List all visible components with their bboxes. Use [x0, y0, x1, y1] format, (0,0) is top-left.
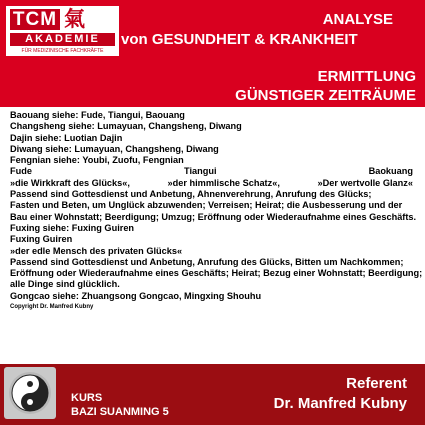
title-analyse: ANALYSE [322, 11, 393, 28]
tcm-akademie-logo [6, 6, 119, 56]
text-line: Baouang siehe: Fude, Tiangui, Baouang [10, 110, 185, 120]
header-banner [0, 0, 425, 107]
text-line: »der edle Mensch des privaten Glücks« [10, 245, 183, 256]
main-text-block [10, 110, 423, 312]
logo-akademie-text: AKADEMIE [10, 33, 115, 46]
term-tiangui: Tiangui [184, 166, 217, 177]
logo-subtitle: FÜR MEDIZINISCHE FACHKRÄFTE [21, 48, 104, 54]
text-line: Fuxing siehe: Fuxing Guiren [10, 222, 135, 233]
footer-banner [0, 364, 425, 425]
text-line: Diwang siehe: Lumayuan, Changsheng, Diwang [10, 143, 219, 154]
text-line: Dajin siehe: Luotian Dajin [10, 132, 123, 143]
text-line: Fengnian siehe: Youbi, Zuofu, Fengnian [10, 155, 184, 166]
referent-label: Referent [346, 375, 407, 392]
term-baokuang: Baokuang [368, 166, 413, 177]
meaning-fude: »die Wirkkraft des Glücks«, [10, 177, 130, 188]
text-line: alle Dinge sind glücklich. [10, 279, 120, 290]
yin-yang-symbol [4, 367, 56, 419]
meaning-tiangui: »der himmlische Schatz«, [167, 177, 280, 188]
text-line: Eröffnung oder Wiederaufnahme eines Geschäfts; Heirat; Bezug einer Wohnstatt; Beerdigung; [10, 268, 423, 279]
meanings-row [10, 178, 413, 189]
yin-yang-icon [4, 367, 56, 419]
text-line: Passend sind Gottesdienst und Anbetung, Ahnenverehrung, Anrufung des Glücks; [10, 189, 372, 200]
text-line: Passend sind Gottesdienst und Anbetung, Anrufung des Glücks, Bitten um Nachkommen; [10, 256, 404, 267]
logo-qi-character: 氣 [64, 6, 85, 31]
title-zeitraeume: GÜNSTIGER ZEITRÄUME [235, 87, 416, 104]
terms-row [10, 166, 413, 177]
course-name: BAZI SUANMING 5 [71, 406, 169, 418]
term-fude: Fude [10, 166, 32, 177]
course-label: KURS [71, 392, 103, 404]
text-line: Gongcao siehe: Zhuangsong Gongcao, Mingxing Shouhu [10, 290, 262, 301]
referent-name: Dr. Manfred Kubny [273, 395, 407, 412]
text-line: Fuxing Guiren [10, 234, 73, 245]
meaning-baokuang: »Der wertvolle Glanz« [317, 177, 413, 188]
text-line: Changsheng siehe: Lumayuan, Changsheng, Diwang [10, 121, 242, 132]
title-ermittlung: ERMITTLUNG [317, 68, 416, 85]
text-line: Fasten und Beten, um Unglück abzuwenden; Verreisen; Heirat; die Ausbesserung und der [10, 200, 403, 211]
title-gesundheit-krankheit: von GESUNDHEIT & KRANKHEIT [121, 31, 358, 48]
text-line: Bau einer Wohnstatt; Beerdigung; Umzug; Eröffnung oder Wiederaufnahme eines Geschäfts. [10, 211, 417, 222]
logo-tcm-text: TCM [10, 9, 60, 30]
copyright-notice: Copyright Dr. Manfred Kubny [10, 304, 94, 311]
